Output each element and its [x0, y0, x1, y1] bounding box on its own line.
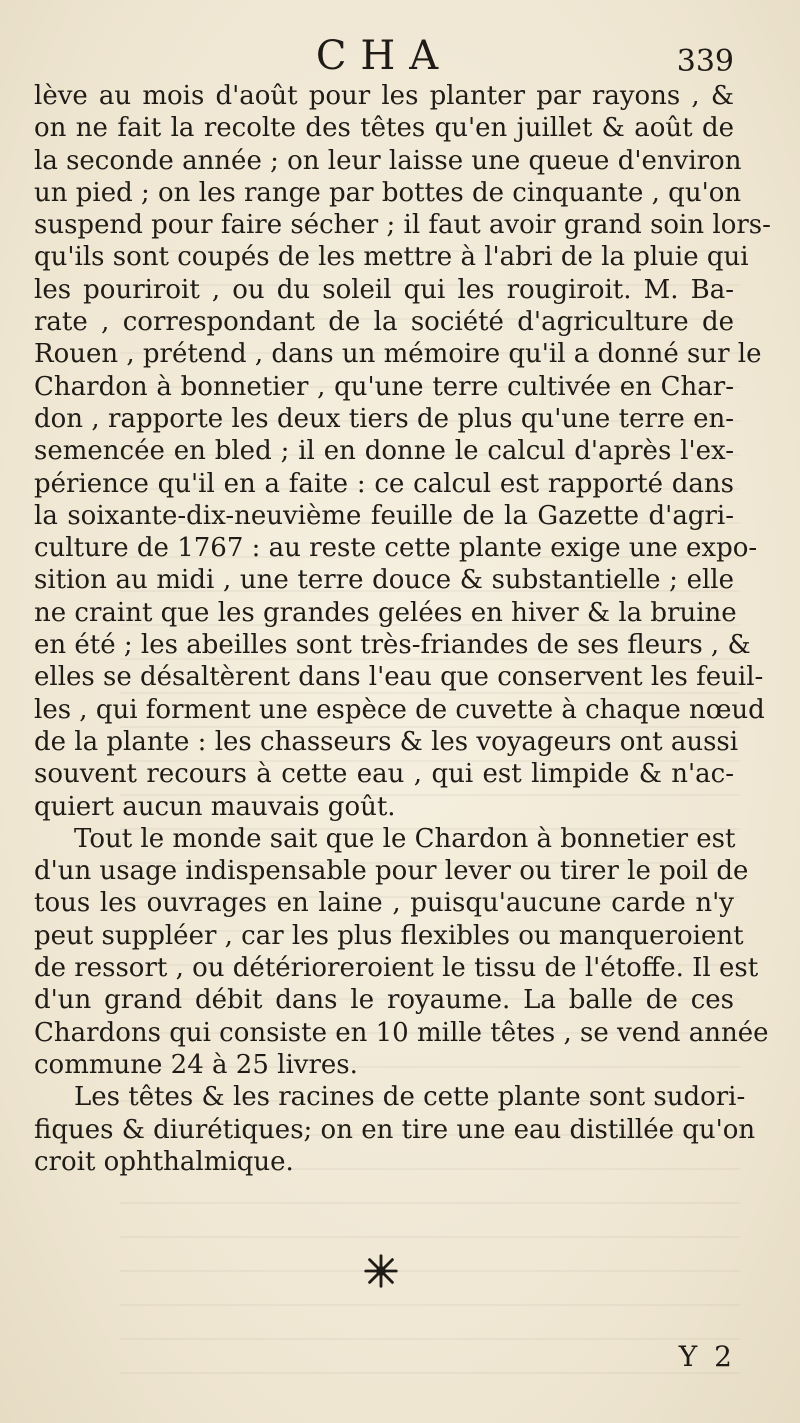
text-line: un pied ; on les range par bottes de cinquante , qu'on — [34, 177, 742, 208]
text-line: Tout le monde sait que le Chardon à bonnetier est — [74, 823, 736, 854]
text-line: en été ; les abeilles sont très-friandes de ses fleurs , & — [34, 630, 751, 661]
body-text — [34, 80, 771, 1178]
running-head: CHA — [315, 33, 453, 79]
text-line: suspend pour faire sécher ; il faut avoir grand soin lors- — [34, 210, 771, 241]
text-line: don , rapporte les deux tiers de plus qu'une terre en- — [34, 403, 734, 434]
text-line: on ne fait la recolte des têtes qu'en juillet & août de — [34, 113, 734, 144]
asterism-ornament-icon — [362, 1252, 400, 1290]
text-line: lève au mois d'août pour les planter par rayons , & — [34, 81, 734, 111]
text-line: périence qu'il en a faite : ce calcul est rapporté dans — [34, 468, 734, 499]
text-line: les , qui forment une espèce de cuvette à chaque nœud — [34, 694, 765, 725]
text-line: croit ophthalmique. — [34, 1146, 294, 1177]
page-header — [34, 32, 734, 82]
signature-mark: Y 2 — [678, 1340, 736, 1373]
text-line: fiques & diurétiques; on en tire une eau distillée qu'on — [34, 1114, 756, 1145]
text-line: rate , correspondant de la société d'agriculture de — [34, 307, 734, 338]
text-line: quiert aucun mauvais goût. — [34, 791, 396, 822]
text-line: semencée en bled ; il en donne le calcul d'après l'ex- — [34, 436, 734, 467]
text-line: d'un grand débit dans le royaume. La balle de ces — [34, 985, 734, 1016]
text-line: ne craint que les grandes gelées en hiver & la bruine — [34, 597, 737, 628]
text-line: sition au midi , une terre douce & substantielle ; elle — [34, 565, 734, 596]
text-line: elles se désaltèrent dans l'eau que conservent les feuil- — [34, 662, 764, 693]
text-line: peut suppléer , car les plus flexibles ou manqueroient — [34, 920, 744, 951]
text-line: souvent recours à cette eau , qui est limpide & n'ac- — [34, 759, 734, 790]
text-line: commune 24 à 25 livres. — [34, 1049, 358, 1080]
page-number: 339 — [676, 44, 734, 79]
text-line: d'un usage indispensable pour lever ou tirer le poil de — [34, 856, 749, 887]
text-line: Les têtes & les racines de cette plante sont sudori- — [74, 1082, 746, 1113]
text-line: qu'ils sont coupés de les mettre à l'abri de la pluie qui — [34, 242, 749, 273]
text-line: la seconde année ; on leur laisse une queue d'environ — [34, 145, 742, 176]
text-line: tous les ouvrages en laine , puisqu'aucune carde n'y — [34, 888, 734, 919]
text-line: Chardon à bonnetier , qu'une terre cultivée en Char- — [34, 371, 734, 402]
text-line: de ressort , ou détérioreroient le tissu de l'étoffe. Il est — [34, 953, 759, 984]
text-line: la soixante-dix-neuvième feuille de la Gazette d'agri- — [34, 500, 734, 531]
text-line: culture de 1767 : au reste cette plante exige une expo- — [34, 533, 758, 564]
text-line: Rouen , prétend , dans un mémoire qu'il a donné sur le — [34, 339, 762, 370]
text-line: Chardons qui consiste en 10 mille têtes , se vend année — [34, 1017, 769, 1048]
text-line: les pouriroit , ou du soleil qui les rougiroit. M. Ba- — [34, 274, 734, 305]
text-line: de la plante : les chasseurs & les voyageurs ont aussi — [34, 726, 739, 757]
